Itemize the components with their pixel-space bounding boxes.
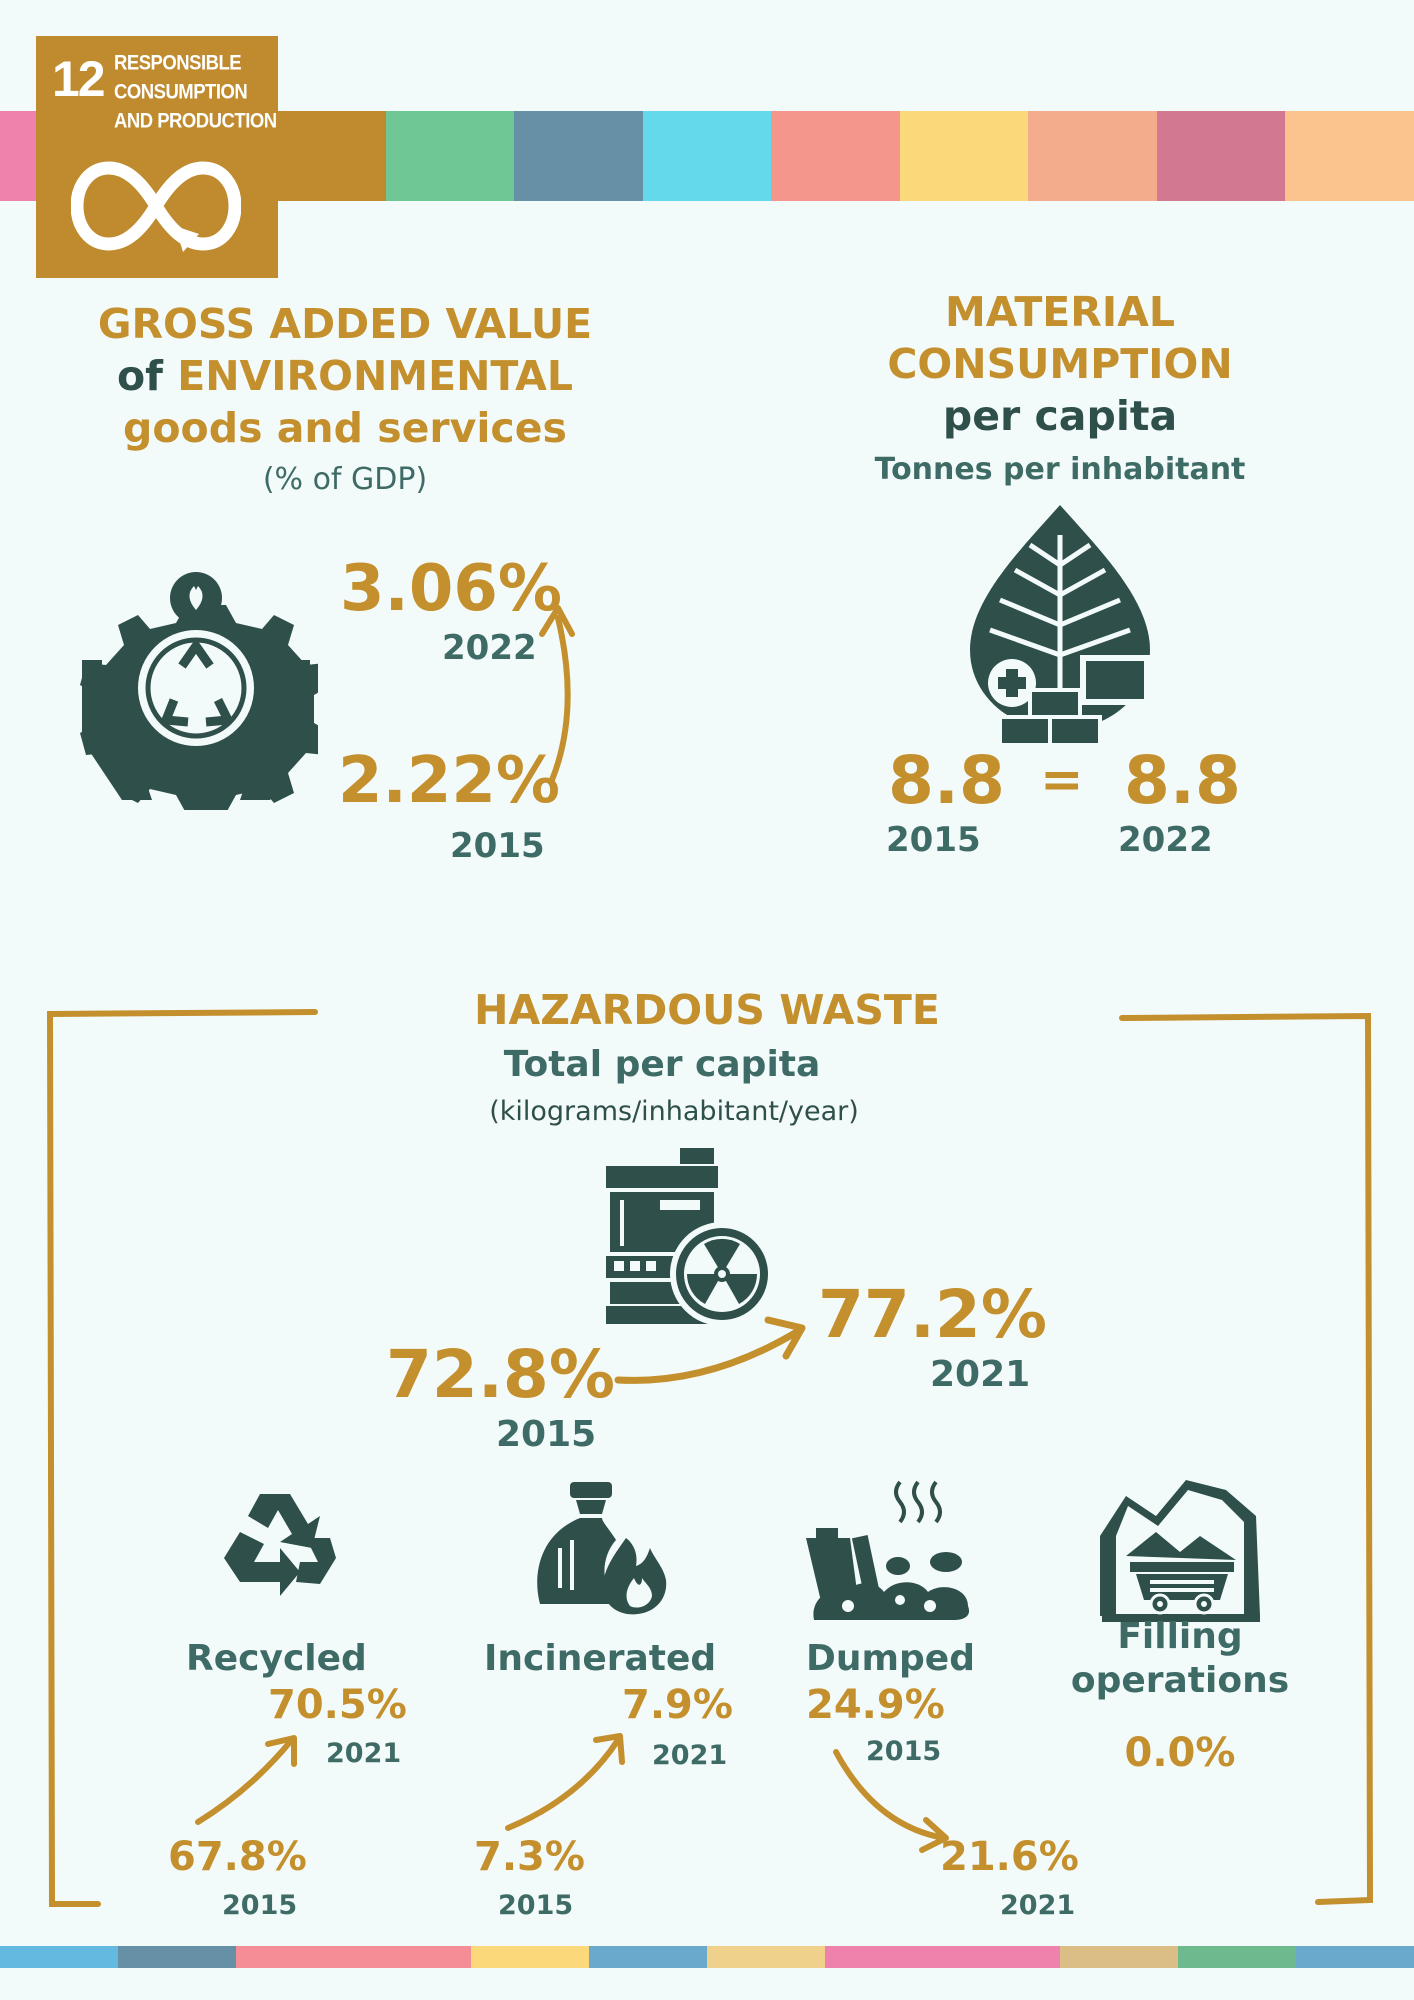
dumped-year-2015: 2015 [866, 1736, 942, 1767]
material-title-line2: CONSUMPTION [887, 340, 1233, 388]
dumped-value-2021: 21.6% [940, 1834, 1079, 1880]
hazardous-unit: (kilograms/inhabitant/year) [489, 1096, 859, 1127]
dumped-decrease-arrow [826, 1746, 956, 1856]
gva-value-2015: 2.22% [338, 744, 561, 818]
hazardous-value-2021: 77.2% [818, 1276, 1047, 1353]
gva-title-of: of [116, 352, 163, 400]
hazardous-value-2015: 72.8% [386, 1336, 615, 1413]
material-equals: = [1040, 750, 1084, 810]
recycled-value-2015: 67.8% [168, 1834, 307, 1880]
material-value-2022: 8.8 [1124, 742, 1241, 819]
incinerated-year-2015: 2015 [498, 1890, 574, 1921]
gva-unit: (% of GDP) [262, 462, 428, 497]
material-year-2015: 2015 [886, 820, 981, 860]
material-title-line1: MATERIAL [944, 288, 1175, 336]
hazardous-subtitle: Total per capita [503, 1044, 821, 1085]
dumped-value-2015: 24.9% [806, 1682, 945, 1728]
recycled-value-2021: 70.5% [268, 1682, 407, 1728]
radioactive-barrel-icon [600, 1146, 780, 1326]
hazardous-year-2015: 2015 [496, 1414, 597, 1455]
gva-year-2022: 2022 [442, 628, 537, 668]
material-title-line3: per capita [942, 392, 1178, 440]
incinerated-increase-arrow [500, 1728, 630, 1838]
dump-pile-icon [804, 1476, 974, 1622]
recycled-increase-arrow [190, 1730, 310, 1830]
recycled-year-2021: 2021 [326, 1738, 402, 1769]
incinerated-value-2021: 7.9% [622, 1682, 733, 1728]
incinerated-year-2021: 2021 [652, 1740, 728, 1771]
gva-title-line3: goods and services [123, 404, 567, 452]
sdg-title-line2: CONSUMPTION [114, 79, 248, 104]
material-value-2015: 8.8 [888, 742, 1005, 819]
dumped-year-2021: 2021 [1000, 1890, 1076, 1921]
sdg-title-line1: RESPONSIBLE [114, 50, 242, 75]
filling-label-line2: operations [1070, 1660, 1290, 1701]
material-year-2022: 2022 [1118, 820, 1213, 860]
gva-title-env: ENVIRONMENTAL [177, 352, 574, 400]
gva-value-2022: 3.06% [340, 552, 563, 626]
recycled-year-2015: 2015 [222, 1890, 298, 1921]
material-unit: Tonnes per inhabitant [874, 452, 1246, 487]
garbage-bag-fire-icon [530, 1478, 670, 1618]
incinerated-label: Incinerated [484, 1638, 717, 1679]
hazardous-year-2021: 2021 [930, 1354, 1031, 1395]
hazardous-increase-arrow [610, 1310, 810, 1390]
incinerated-value-2015: 7.3% [474, 1834, 585, 1880]
hazardous-title: HAZARDOUS WASTE [474, 986, 940, 1034]
gva-year-2015: 2015 [450, 826, 545, 866]
dumped-label: Dumped [806, 1638, 975, 1679]
filling-value: 0.0% [1124, 1730, 1236, 1776]
recycled-label: Recycled [186, 1638, 367, 1679]
sdg-title-line3: AND PRODUCTION [114, 108, 277, 133]
filling-label-line1: Filling [1117, 1616, 1243, 1657]
sdg-number: 12 [52, 51, 104, 107]
mine-cart-icon [1096, 1476, 1266, 1622]
recycle-icon [220, 1488, 340, 1600]
gva-title-line1: GROSS ADDED VALUE [97, 300, 593, 348]
